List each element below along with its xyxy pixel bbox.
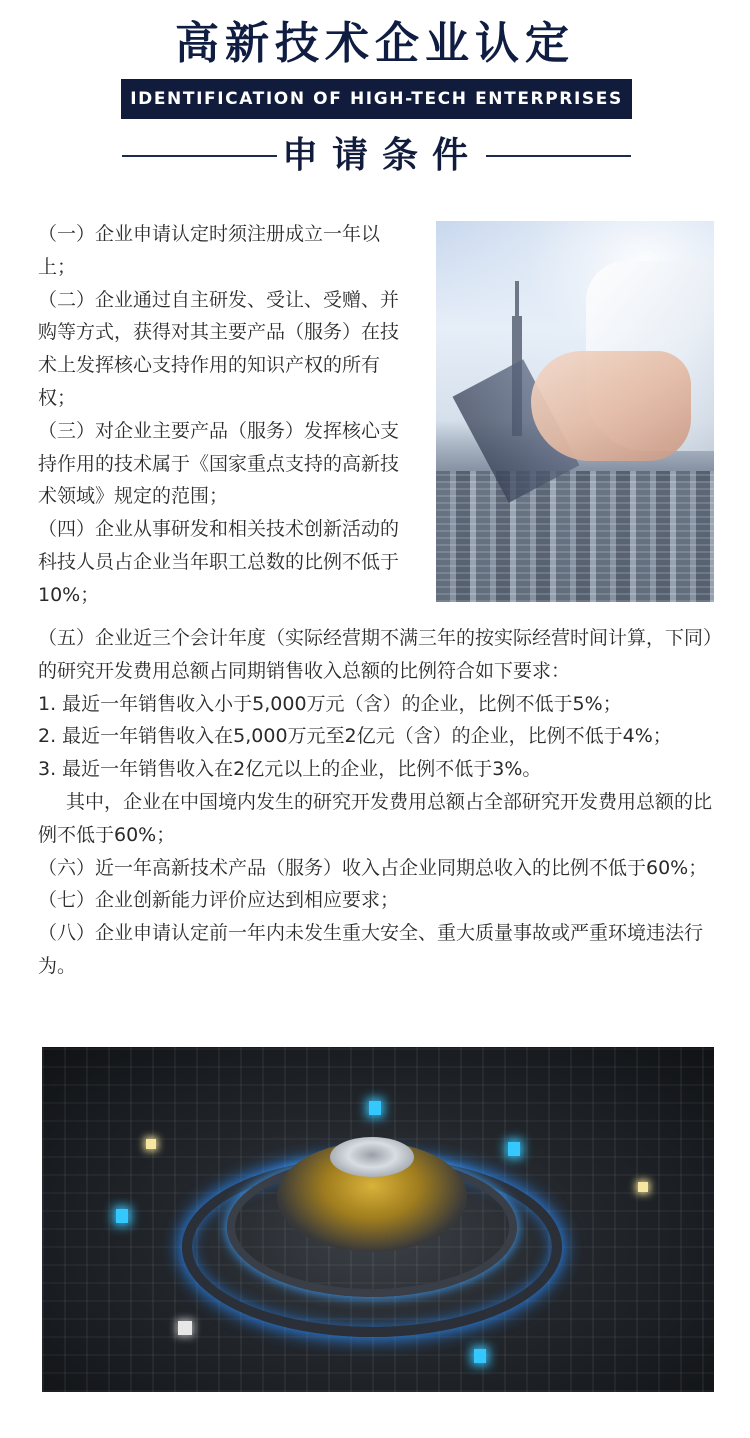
conditions-left-column — [38, 218, 416, 612]
section-title: 申请条件 — [282, 135, 483, 176]
condition-7: （七）企业创新能力评价应达到相应要求； — [38, 889, 400, 912]
photo-city-windows — [436, 471, 714, 602]
photo-white-light — [178, 1321, 192, 1335]
section-heading — [0, 130, 750, 182]
condition-5-sub-3: 3. 最近一年销售收入在2亿元以上的企业，比例不低于3%。 — [38, 758, 542, 781]
condition-5-sub-2: 2. 最近一年销售收入在5,000万元至2亿元（含）的企业，比例不低于4%； — [38, 725, 672, 748]
tech-circuit-photo — [42, 1047, 714, 1392]
photo-warm-light — [146, 1139, 156, 1149]
photo-blue-light — [369, 1101, 381, 1115]
condition-2: （二）企业通过自主研发、受让、受赠、并购等方式，获得对其主要产品（服务）在技术上发挥核心支持作用的知识产权的所有权； — [38, 288, 400, 409]
handshake-city-photo — [436, 221, 714, 602]
english-title: IDENTIFICATION OF HIGH-TECH ENTERPRISES — [130, 89, 623, 109]
photo-warm-light — [638, 1182, 648, 1192]
condition-6: （六）近一年高新技术产品（服务）收入占企业同期总收入的比例不低于60%； — [38, 856, 708, 879]
photo-blue-light — [116, 1209, 128, 1223]
divider-left — [122, 155, 277, 157]
photo-handshake-hands — [531, 351, 691, 461]
condition-3: （三）对企业主要产品（服务）发挥核心支持作用的技术属于《国家重点支持的高新技术领域》规定的范围； — [38, 419, 400, 508]
conditions-full-width — [38, 622, 718, 983]
condition-5-intro: （五）企业近三个会计年度（实际经营期不满三年的按实际经营时间计算，下同）的研究开发费用总额占同期销售收入总额的比例符合如下要求： — [38, 627, 713, 682]
photo-blue-light — [474, 1349, 486, 1363]
english-title-banner — [121, 79, 632, 119]
condition-5-note: 其中，企业在中国境内发生的研究开发费用总额占全部研究开发费用总额的比例不低于60%； — [38, 790, 713, 846]
condition-5-sub-1: 1. 最近一年销售收入小于5,000万元（含）的企业，比例不低于5%； — [38, 692, 622, 715]
condition-8: （八）企业申请认定前一年内未发生重大安全、重大质量事故或严重环境违法行为。 — [38, 922, 704, 977]
divider-right — [486, 155, 631, 157]
condition-1: （一）企业申请认定时须注册成立一年以上； — [38, 223, 381, 278]
condition-4: （四）企业从事研发和相关技术创新活动的科技人员占企业当年职工总数的比例不低于10%； — [38, 518, 400, 606]
photo-tower-spire — [515, 281, 519, 317]
page-title: 高新技术企业认定 — [175, 18, 575, 69]
photo-blue-light — [508, 1142, 520, 1156]
photo-core-cap — [330, 1137, 414, 1177]
